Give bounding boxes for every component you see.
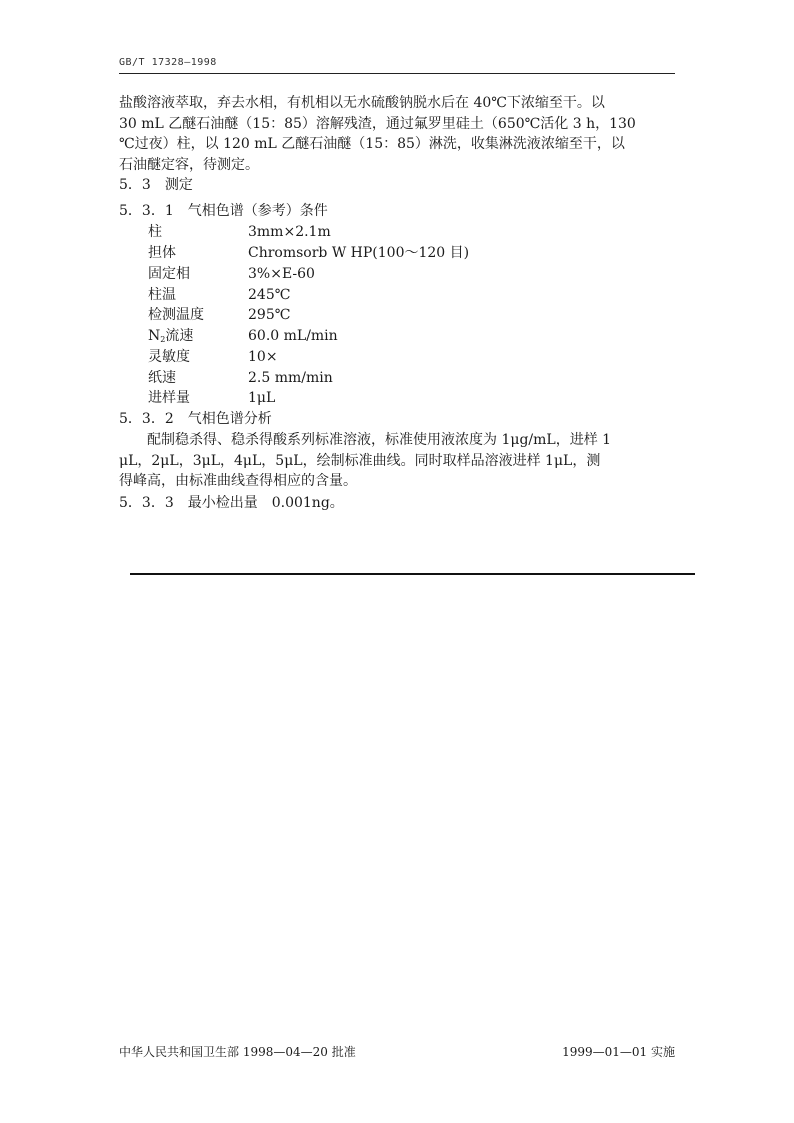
condition-label: 灵敏度 [148,349,190,365]
n2-symbol: N [148,328,161,344]
condition-value: 245℃ [248,287,291,303]
section-5-3-2-heading: 5．3．2 气相色谱分析 [119,411,272,427]
condition-value: 3mm×2.1m [248,224,331,240]
end-of-text-rule [130,573,695,575]
condition-value: Chromsorb W HP(100～120 目) [248,245,470,261]
section-5-3-3-heading: 5．3．3 最小检出量 0.001ng。 [119,495,344,511]
approval-note: 中华人民共和国卫生部 1998—04—20 批准 [119,1045,356,1059]
analysis-line-3: 得峰高，由标准曲线查得相应的含量。 [119,473,357,489]
condition-value: 3%×E-60 [248,266,315,282]
implementation-note: 1999—01—01 实施 [562,1045,675,1059]
condition-label: 进样量 [148,390,190,406]
header-rule [119,73,675,74]
condition-row-support [148,243,469,264]
intro-line-2: 30 mL 乙醚石油醚（15：85）溶解残渣，通过氟罗里硅土（650℃活化 3 h，130 [119,115,636,132]
condition-label: 纸速 [148,370,176,386]
condition-value: 1μL [248,390,276,406]
condition-row-column-temp [148,285,290,306]
condition-value: 60.0 mL/min [248,328,338,344]
condition-row-injection-volume [148,388,275,409]
flow-label: 流速 [165,328,194,344]
condition-row-n2-flow [148,326,338,349]
n2-subscript: 2 [160,335,166,344]
condition-row-stationary-phase [148,264,315,285]
condition-label: 柱温 [148,287,176,303]
condition-value: 2.5 mm/min [248,370,333,386]
condition-label: 担体 [148,245,176,261]
section-5-3-1-heading: 5．3．1 气相色谱（参考）条件 [119,203,328,219]
intro-paragraph [119,93,675,175]
analysis-line-1: 配制稳杀得、稳杀得酸系列标准溶液，标准使用液浓度为 1μg/mL，进样 1 [119,432,612,448]
condition-label [148,326,248,349]
condition-label: 固定相 [148,266,190,282]
condition-row-chart-speed [148,368,333,389]
condition-row-column [148,222,331,243]
condition-label: 柱 [148,224,162,240]
intro-line-1: 盐酸溶液萃取，弃去水相，有机相以无水硫酸钠脱水后在 40℃下浓缩至干。以 [119,95,605,111]
intro-line-3: ℃过夜）柱，以 120 mL 乙醚石油醚（15：85）淋洗，收集淋洗液浓缩至干，以 [119,136,625,152]
section-5-3-heading: 5．3 测定 [119,177,193,193]
analysis-paragraph [119,430,675,492]
condition-row-sensitivity [148,347,278,368]
condition-value: 295℃ [248,307,291,323]
standard-code: GB/T 17328—1998 [119,57,217,68]
condition-label: 检测温度 [148,307,204,323]
intro-line-4: 石油醚定容，待测定。 [119,156,259,173]
condition-row-detector-temp [148,305,290,326]
condition-value: 10× [248,349,278,365]
analysis-line-2: μL，2μL，3μL，4μL，5μL，绘制标准曲线。同时取样品溶液进样 1μL，测 [119,452,601,469]
